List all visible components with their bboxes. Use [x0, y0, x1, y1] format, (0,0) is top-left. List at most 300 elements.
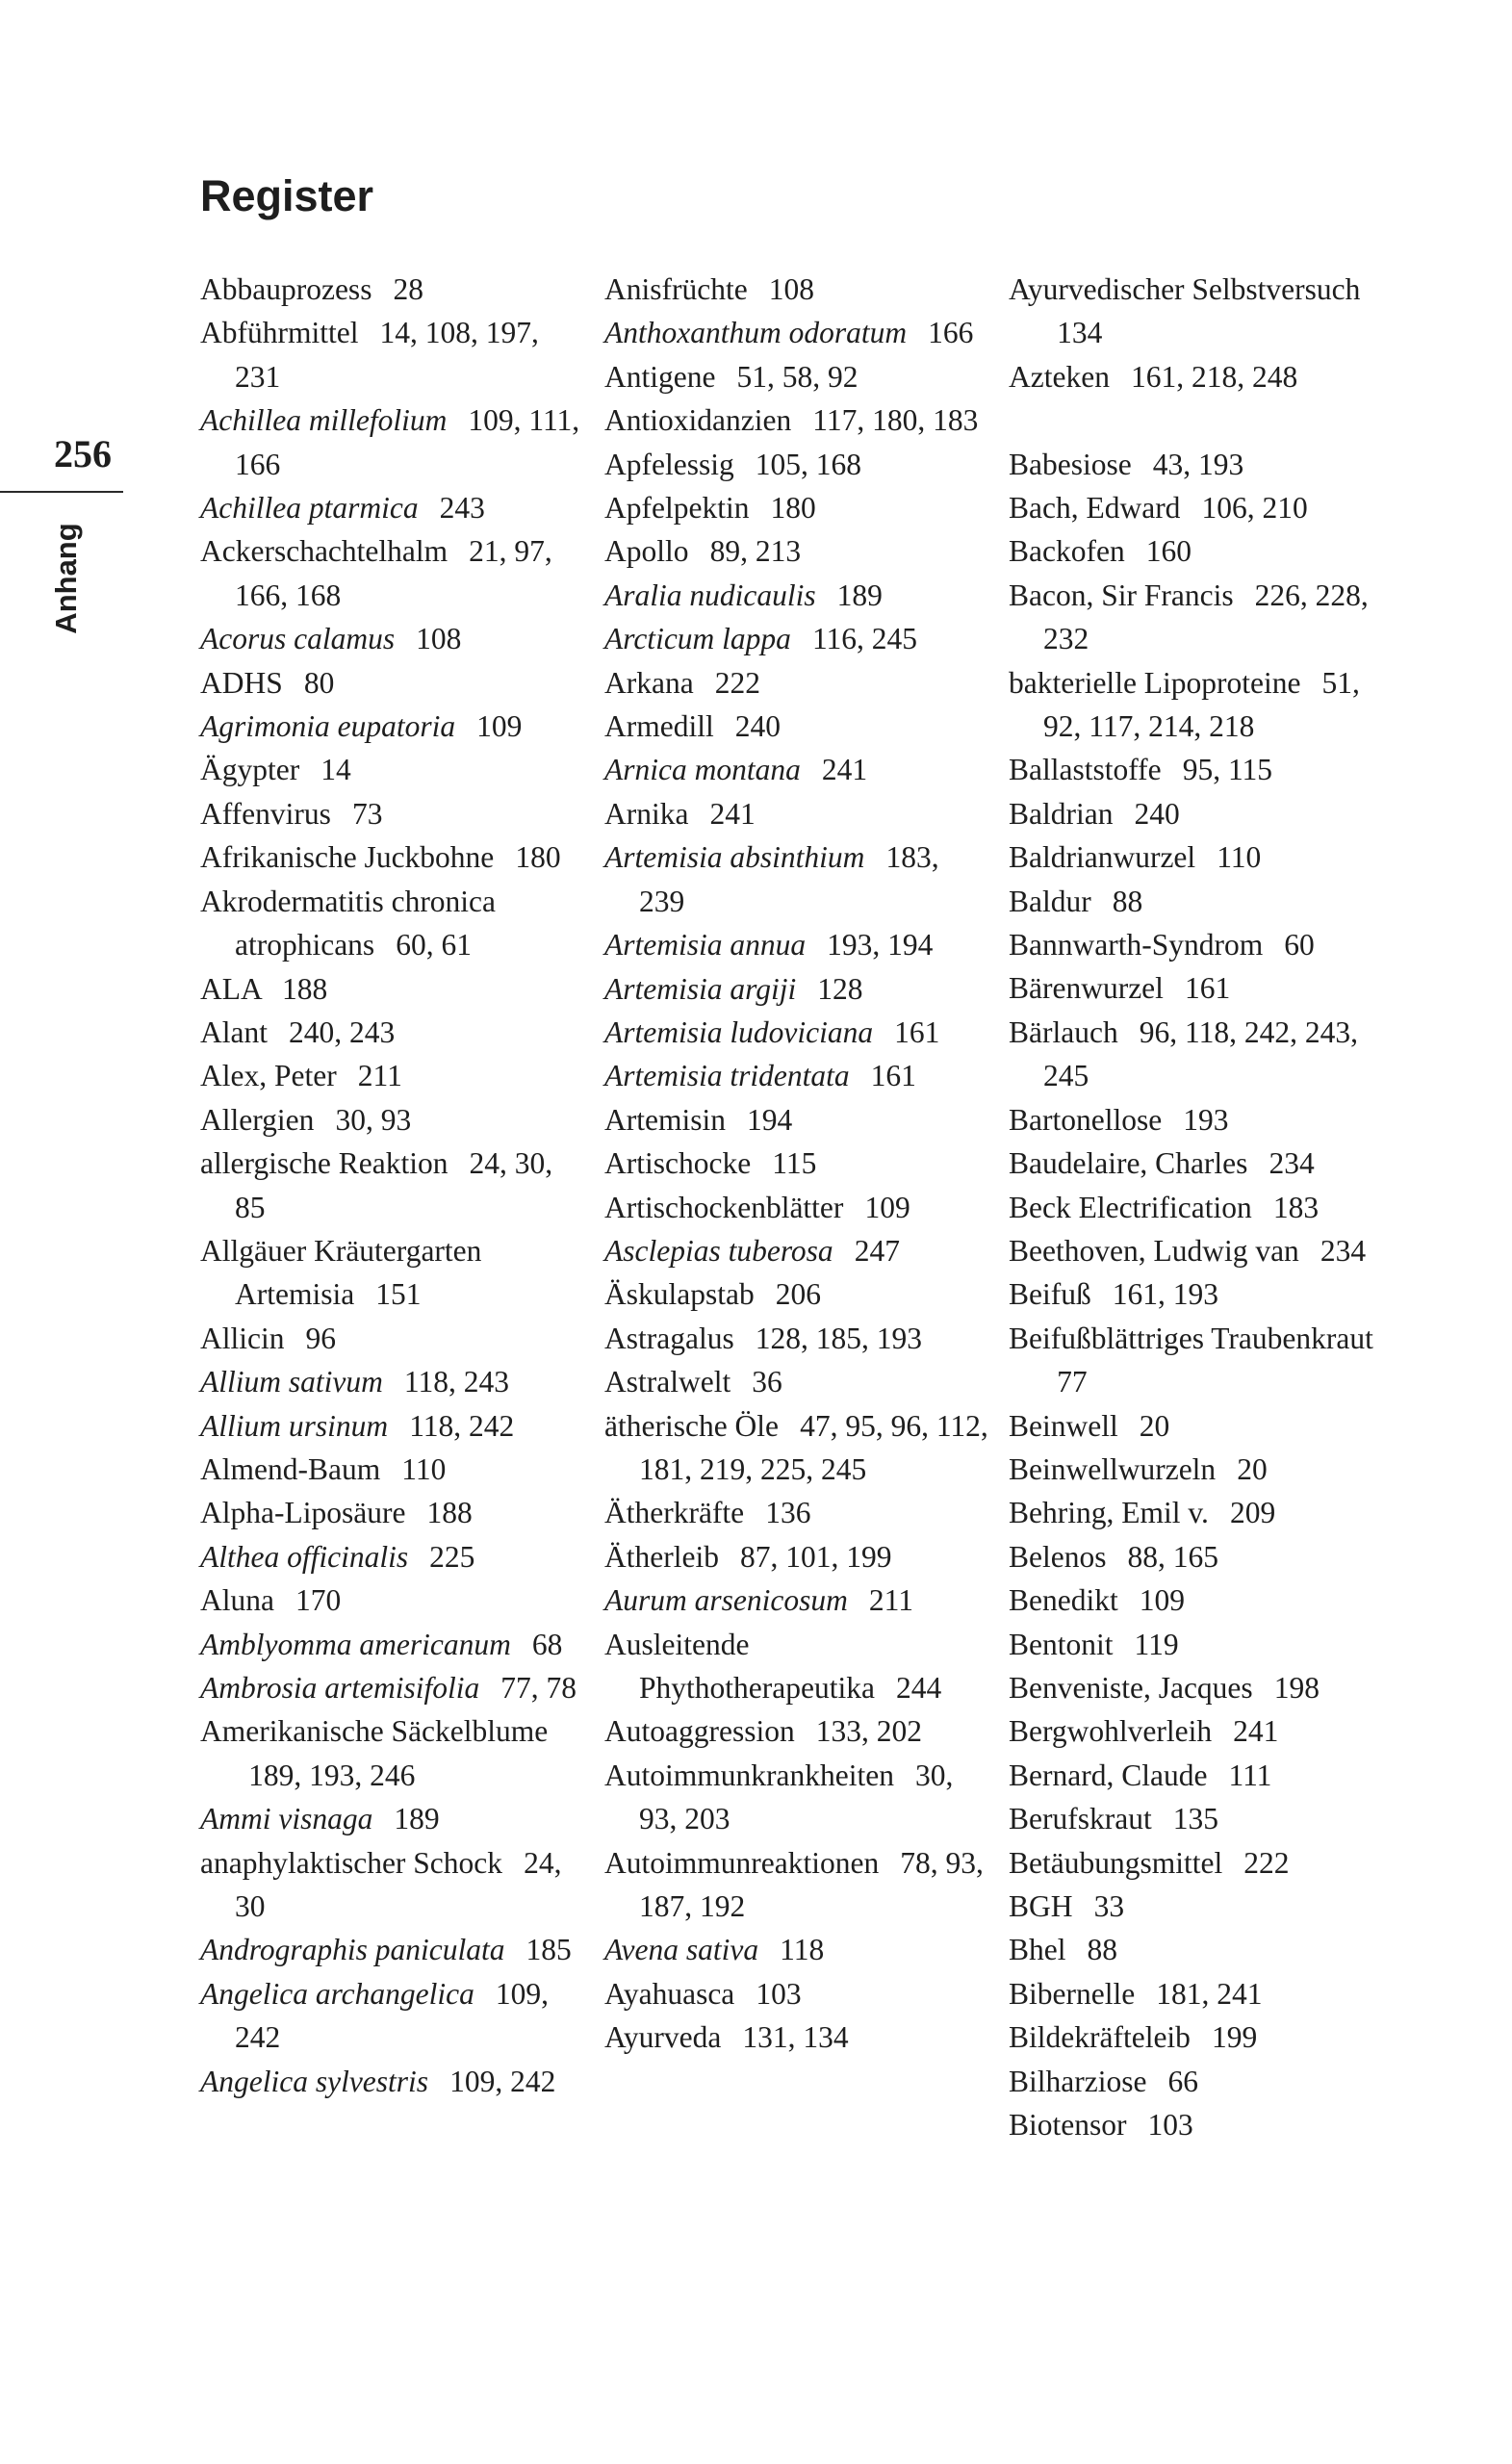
- index-pages: 87, 101, 199: [740, 1539, 892, 1574]
- index-entry: [604, 1142, 989, 1185]
- index-pages: 73: [351, 796, 383, 831]
- index-entry: [1009, 966, 1403, 1010]
- index-pages: 118, 242: [409, 1408, 515, 1443]
- index-entry: [200, 1317, 585, 1360]
- index-pages: 161, 193: [1112, 1277, 1219, 1312]
- index-term: Bildekräfteleib: [1009, 2020, 1191, 2055]
- index-term: Apfelessig: [604, 447, 734, 481]
- index-term: Autoaggression: [604, 1714, 795, 1749]
- index-pages: 119: [1134, 1627, 1179, 1661]
- index-entry: [1009, 792, 1403, 835]
- index-entry: [1009, 923, 1403, 966]
- index-pages: 136: [765, 1496, 811, 1530]
- index-pages: 180: [515, 840, 561, 875]
- index-term: Allium ursinum: [200, 1408, 389, 1443]
- index-term: Baldur: [1009, 884, 1091, 918]
- index-entry: [1009, 1448, 1403, 1491]
- index-entry: [604, 355, 989, 398]
- index-pages: 21, 97, 166, 168: [235, 534, 552, 612]
- index-pages: 128, 185, 193: [755, 1321, 923, 1355]
- index-entry: [200, 748, 585, 791]
- index-pages: 188: [426, 1496, 473, 1530]
- index-pages: 111: [1228, 1758, 1272, 1792]
- index-pages: 161: [1184, 971, 1231, 1006]
- index-pages: 116, 245: [811, 622, 918, 656]
- index-entry: [200, 835, 585, 879]
- index-pages: 60, 61: [396, 928, 472, 962]
- index-term: bakterielle Lipoproteine: [1009, 665, 1301, 700]
- index-term: Bentonit: [1009, 1627, 1114, 1661]
- index-term: Armedill: [604, 709, 714, 744]
- index-term: Achillea ptarmica: [200, 491, 419, 526]
- index-entry: [200, 880, 585, 967]
- index-pages: 109: [1139, 1583, 1186, 1618]
- index-term: Artemisia argiji: [604, 971, 797, 1006]
- index-term: Alex, Peter: [200, 1059, 337, 1093]
- index-term: ALA: [200, 971, 261, 1006]
- index-term: Althea officinalis: [200, 1539, 409, 1574]
- index-entry: [604, 835, 989, 923]
- index-term: Arkana: [604, 665, 694, 700]
- index-pages: 188: [282, 971, 328, 1006]
- section-label: [50, 520, 83, 637]
- index-entry: [604, 1928, 989, 1971]
- index-term: Bartonellose: [1009, 1102, 1163, 1137]
- index-term: Allicin: [200, 1321, 285, 1355]
- index-entry: [1009, 1491, 1403, 1534]
- index-entry: [1009, 748, 1403, 791]
- index-pages: 110: [401, 1451, 447, 1486]
- index-term: Agrimonia eupatoria: [200, 709, 456, 744]
- index-entry: [1009, 574, 1403, 661]
- index-pages: 240: [734, 709, 782, 744]
- index-entry: [1009, 1623, 1403, 1666]
- index-pages: 183, 239: [639, 840, 939, 918]
- page-number: 256: [54, 432, 112, 475]
- index-entry: [200, 1491, 585, 1534]
- index-term: Ätherkräfte: [604, 1496, 745, 1530]
- index-term: Akrodermatitis chronica atrophicans: [200, 884, 497, 962]
- index-entry: [604, 1491, 989, 1534]
- index-entry: [1009, 1272, 1403, 1316]
- index-term: Artemisia ludoviciana: [604, 1014, 874, 1049]
- index-term: Amblyomma americanum: [200, 1627, 511, 1661]
- index-term: Ayurvedischer Selbstversuch: [1009, 272, 1361, 306]
- index-term: Amerikanische Säckelblume: [200, 1714, 549, 1749]
- index-pages: 247: [854, 1233, 900, 1268]
- index-pages: 193: [1183, 1102, 1229, 1137]
- index-pages: 240: [1134, 796, 1180, 831]
- index-term: Baudelaire, Charles: [1009, 1146, 1248, 1181]
- index-entry: [604, 1272, 989, 1316]
- index-entry: [200, 1578, 585, 1622]
- margin-rule: [0, 491, 123, 493]
- index-entry: [1009, 1797, 1403, 1840]
- index-term: Bärlauch: [1009, 1014, 1118, 1049]
- index-pages: 106, 210: [1201, 491, 1308, 526]
- index-entry: [604, 792, 989, 835]
- index-term: Apfelpektin: [604, 491, 750, 526]
- index-term: Baldrian: [1009, 796, 1114, 831]
- index-term: Andrographis paniculata: [200, 1933, 505, 1967]
- index-term: Bergwohlverleih: [1009, 1714, 1213, 1749]
- index-pages: 234: [1269, 1146, 1315, 1181]
- index-term: Achillea millefolium: [200, 403, 448, 438]
- index-pages: 77: [1057, 1365, 1088, 1399]
- index-term: Artemisia annua: [604, 928, 807, 962]
- index-term: Backofen: [1009, 534, 1125, 569]
- index-column-2: [604, 268, 989, 2060]
- index-term: Alpha-Liposäure: [200, 1496, 406, 1530]
- index-term: Angelica archangelica: [200, 1976, 474, 2011]
- index-term: Bernard, Claude: [1009, 1758, 1208, 1792]
- index-pages: 160: [1145, 534, 1192, 569]
- index-term: Aralia nudicaulis: [604, 578, 816, 612]
- index-term: Ägypter: [200, 753, 300, 787]
- index-term: Bibernelle: [1009, 1976, 1136, 2011]
- page-heading: Register: [200, 171, 374, 220]
- index-entry: [1009, 1404, 1403, 1448]
- index-pages: 14: [320, 753, 351, 787]
- index-entry: [604, 2015, 989, 2059]
- index-pages: 151: [375, 1277, 422, 1312]
- index-pages: 115: [772, 1146, 817, 1181]
- index-pages: 118: [780, 1933, 825, 1967]
- index-entry: [604, 1972, 989, 2015]
- index-pages: 108: [416, 622, 462, 656]
- index-pages: 180: [770, 491, 816, 526]
- index-term: ätherische Öle: [604, 1408, 780, 1443]
- index-term: Bärenwurzel: [1009, 971, 1164, 1006]
- index-pages: 183: [1272, 1190, 1320, 1224]
- index-entry: [200, 1404, 585, 1448]
- index-term: Belenos: [1009, 1539, 1107, 1574]
- index-term: Bilharziose: [1009, 2064, 1147, 2098]
- index-pages: 211: [357, 1059, 402, 1093]
- index-pages: 108: [768, 272, 814, 306]
- index-entry: [604, 1404, 989, 1492]
- index-entry: [1009, 661, 1403, 749]
- index-term: Ätherleib: [604, 1539, 719, 1574]
- index-entry: [1009, 443, 1403, 486]
- index-entry: [1009, 268, 1403, 355]
- index-term: Ausleitende Phythotherapeutika: [604, 1627, 875, 1705]
- index-entry: [1009, 2060, 1403, 2103]
- index-term: Artemisia tridentata: [604, 1059, 850, 1093]
- index-term: Bacon, Sir Francis: [1009, 578, 1234, 612]
- index-term: Apollo: [604, 534, 689, 569]
- index-term: Acorus calamus: [200, 622, 396, 656]
- index-pages: 225: [429, 1539, 475, 1574]
- index-entry: [1009, 1098, 1403, 1142]
- index-pages: 161, 218, 248: [1131, 359, 1298, 394]
- index-entry: [200, 398, 585, 486]
- index-entry: [200, 1360, 585, 1403]
- index-pages: 131, 134: [742, 2020, 849, 2055]
- index-pages: 194: [747, 1102, 793, 1137]
- index-pages: 206: [775, 1277, 822, 1312]
- index-entry: [604, 923, 989, 966]
- index-entry: [1009, 1186, 1403, 1229]
- index-term: Angelica sylvestris: [200, 2064, 429, 2098]
- index-pages: 240, 243: [289, 1014, 396, 1049]
- index-term: Beinwellwurzeln: [1009, 1451, 1217, 1486]
- index-term: Beethoven, Ludwig van: [1009, 1233, 1299, 1268]
- index-pages: 189: [394, 1802, 440, 1836]
- index-term: allergische Reaktion: [200, 1146, 448, 1181]
- index-entry: [604, 1229, 989, 1272]
- index-term: Äskulapstab: [604, 1277, 755, 1312]
- index-pages: 234: [1320, 1233, 1367, 1268]
- index-term: Artemisia absinthium: [604, 840, 865, 875]
- index-column-3: [1009, 268, 1403, 2146]
- index-entry: [1009, 1142, 1403, 1185]
- index-term: Biotensor: [1009, 2108, 1127, 2143]
- index-term: Ayahuasca: [604, 1976, 735, 2011]
- index-term: Avena sativa: [604, 1933, 759, 1967]
- index-entry: [1009, 1709, 1403, 1753]
- index-pages: 241: [1233, 1714, 1279, 1749]
- index-pages: 241: [709, 796, 756, 831]
- index-pages: 109, 111, 166: [235, 403, 580, 481]
- index-pages: 24, 30: [235, 1845, 562, 1924]
- index-term: Artischockenblätter: [604, 1190, 844, 1224]
- index-pages: 118, 243: [403, 1365, 510, 1399]
- index-entry: [604, 748, 989, 791]
- index-term: Autoimmunreaktionen: [604, 1845, 880, 1880]
- index-pages: 88: [1087, 1933, 1118, 1967]
- index-pages: 88, 165: [1127, 1539, 1219, 1574]
- index-pages: 193, 194: [827, 928, 934, 962]
- index-entry: [200, 1229, 585, 1317]
- index-entry: [604, 529, 989, 573]
- index-entry: [200, 705, 585, 748]
- index-pages: 68: [531, 1627, 563, 1661]
- index-term: Beifußblättriges Traubenkraut: [1009, 1321, 1373, 1355]
- index-entry: [1009, 2103, 1403, 2146]
- index-pages: 80: [303, 665, 335, 700]
- index-term: Allergien: [200, 1102, 315, 1137]
- index-pages: 47, 95, 96, 112, 181, 219, 225, 245: [639, 1408, 988, 1486]
- index-term: Behring, Emil v.: [1009, 1496, 1209, 1530]
- index-pages: 222: [714, 665, 760, 700]
- index-pages: 243: [439, 491, 485, 526]
- index-pages: 161: [870, 1059, 916, 1093]
- index-entry: [1009, 1535, 1403, 1578]
- index-pages: 77, 78: [500, 1671, 577, 1705]
- index-entry: [1009, 1972, 1403, 2015]
- index-entry: [604, 1709, 989, 1753]
- index-entry: [200, 486, 585, 529]
- index-pages: 89, 213: [709, 534, 802, 569]
- index-entry: [604, 967, 989, 1011]
- index-term: Betäubungsmittel: [1009, 1845, 1223, 1880]
- index-pages: 103: [1147, 2108, 1193, 2143]
- index-term: Aluna: [200, 1583, 274, 1618]
- index-entry: [200, 2060, 585, 2103]
- index-entry: [200, 1142, 585, 1229]
- index-term: Alant: [200, 1014, 268, 1049]
- index-entry: [604, 661, 989, 705]
- index-pages: 60: [1284, 928, 1315, 962]
- index-term: Allium sativum: [200, 1365, 383, 1399]
- index-term: Benedikt: [1009, 1583, 1118, 1618]
- index-pages: 117, 180, 183: [812, 403, 979, 438]
- index-entry: [604, 617, 989, 660]
- index-term: Arcticum lappa: [604, 622, 791, 656]
- index-entry: [200, 661, 585, 705]
- index-entry: [1009, 880, 1403, 923]
- index-entry: [200, 268, 585, 311]
- index-term: Anthoxanthum odoratum: [604, 316, 908, 350]
- index-pages: 28: [393, 272, 423, 306]
- index-entry: [200, 1797, 585, 1840]
- index-pages: 189, 193, 246: [248, 1758, 416, 1792]
- index-entry: [200, 1623, 585, 1666]
- index-pages: 88: [1112, 884, 1143, 918]
- index-term: Antioxidanzien: [604, 403, 792, 438]
- index-term: Ackerschachtelhalm: [200, 534, 448, 569]
- index-term: Asclepias tuberosa: [604, 1233, 833, 1268]
- index-term: Bannwarth-Syndrom: [1009, 928, 1264, 962]
- index-entry: [1009, 1011, 1403, 1098]
- index-pages: 189: [836, 578, 883, 612]
- index-pages: 185: [525, 1933, 572, 1967]
- index-term: Afrikanische Juckbohne: [200, 840, 495, 875]
- index-entry: [200, 1972, 585, 2060]
- index-term: Baldrianwurzel: [1009, 840, 1196, 875]
- index-pages: 198: [1273, 1670, 1320, 1705]
- index-pages: 110: [1217, 840, 1262, 875]
- index-entry: [604, 1360, 989, 1403]
- index-entry: [200, 1709, 585, 1797]
- index-term: Abführmittel: [200, 316, 359, 350]
- index-entry: [604, 574, 989, 617]
- index-entry: [1009, 1754, 1403, 1797]
- index-term: anaphylaktischer Schock: [200, 1845, 503, 1880]
- index-pages: 36: [752, 1365, 782, 1399]
- index-term: Berufskraut: [1009, 1802, 1152, 1836]
- index-term: Ambrosia artemisifolia: [200, 1671, 480, 1705]
- index-entry: [604, 1578, 989, 1622]
- index-entry: [200, 1098, 585, 1142]
- index-pages: 96: [305, 1321, 337, 1355]
- index-entry: [200, 967, 585, 1011]
- index-entry: [200, 792, 585, 835]
- index-term: ADHS: [200, 665, 283, 700]
- index-entry: [604, 1098, 989, 1142]
- index-pages: 161: [894, 1014, 940, 1049]
- index-entry: [1009, 1885, 1403, 1928]
- index-entry: [1009, 1841, 1403, 1885]
- index-pages: 199: [1211, 2020, 1258, 2055]
- index-entry: [1009, 1578, 1403, 1622]
- index-entry: [200, 311, 585, 398]
- index-pages: 95, 115: [1182, 753, 1273, 787]
- section-label-text: Anhang: [49, 523, 83, 634]
- index-entry: [200, 617, 585, 660]
- index-entry: [1009, 1928, 1403, 1971]
- index-entry: [200, 1666, 585, 1709]
- index-entry: [1009, 486, 1403, 529]
- index-pages: 166: [928, 316, 974, 350]
- index-entry: [200, 1535, 585, 1578]
- index-pages: 128: [817, 971, 863, 1006]
- index-entry: [604, 311, 989, 354]
- index-pages: 241: [821, 753, 868, 787]
- index-entry: [604, 1011, 989, 1054]
- index-entry: [604, 398, 989, 442]
- index-entry: [604, 1317, 989, 1360]
- index-entry: [1009, 529, 1403, 573]
- index-entry: [200, 529, 585, 617]
- index-term: Aurum arsenicosum: [604, 1583, 848, 1618]
- index-term: Arnica montana: [604, 753, 801, 787]
- index-term: Bach, Edward: [1009, 491, 1181, 526]
- index-pages: 51, 92, 117, 214, 218: [1043, 665, 1360, 744]
- index-pages: 135: [1172, 1802, 1218, 1836]
- index-term: Bhel: [1009, 1933, 1066, 1967]
- index-term: BGH: [1009, 1889, 1073, 1924]
- index-entry: [200, 1011, 585, 1054]
- index-entry: [604, 1535, 989, 1578]
- index-pages: 43, 193: [1152, 447, 1244, 481]
- index-pages: 96, 118, 242, 243, 245: [1043, 1014, 1358, 1093]
- index-entry: [604, 1623, 989, 1710]
- index-pages: 24, 30, 85: [235, 1146, 553, 1224]
- index-pages: 78, 93, 187, 192: [639, 1845, 984, 1924]
- index-term: Beck Electrification: [1009, 1190, 1252, 1224]
- index-entry: [604, 486, 989, 529]
- index-entry: [200, 1841, 585, 1929]
- index-entry: [1009, 2015, 1403, 2059]
- index-term: Arnika: [604, 796, 689, 831]
- index-pages: 20: [1139, 1408, 1170, 1443]
- index-term: Almend-Baum: [200, 1451, 381, 1486]
- index-pages: 134: [1057, 316, 1103, 350]
- index-pages: 181, 241: [1156, 1976, 1263, 2011]
- index-pages: 226, 228, 232: [1043, 578, 1369, 656]
- index-entry: [604, 443, 989, 486]
- index-entry: [604, 1186, 989, 1229]
- index-pages: 222: [1243, 1845, 1290, 1880]
- index-entry: [604, 1841, 989, 1929]
- index-term: Benveniste, Jacques: [1009, 1670, 1253, 1705]
- index-term: Allgäuer Kräutergarten Artemisia: [200, 1233, 482, 1312]
- index-term: Astragalus: [604, 1321, 734, 1355]
- index-entry: [200, 1448, 585, 1491]
- index-entry: [1009, 835, 1403, 879]
- index-term: Beinwell: [1009, 1408, 1118, 1443]
- index-term: Babesiose: [1009, 447, 1132, 481]
- index-term: Ballaststoffe: [1009, 753, 1162, 787]
- index-pages: 66: [1167, 2064, 1199, 2098]
- index-entry: [1009, 355, 1403, 398]
- index-term: Autoimmunkrankheiten: [604, 1758, 894, 1792]
- index-entry: [604, 705, 989, 748]
- index-entry: [604, 1754, 989, 1841]
- index-pages: 109, 242: [449, 2064, 556, 2098]
- index-pages: 103: [756, 1976, 802, 2011]
- index-pages: 133, 202: [815, 1714, 923, 1749]
- index-pages: 51, 58, 92: [736, 359, 859, 394]
- index-pages: 109: [864, 1190, 910, 1224]
- index-term: Ammi visnaga: [200, 1802, 373, 1836]
- index-term: Artemisin: [604, 1102, 726, 1137]
- index-pages: 211: [868, 1583, 914, 1618]
- index-entry: [604, 268, 989, 311]
- index-pages: 30, 93: [335, 1102, 412, 1137]
